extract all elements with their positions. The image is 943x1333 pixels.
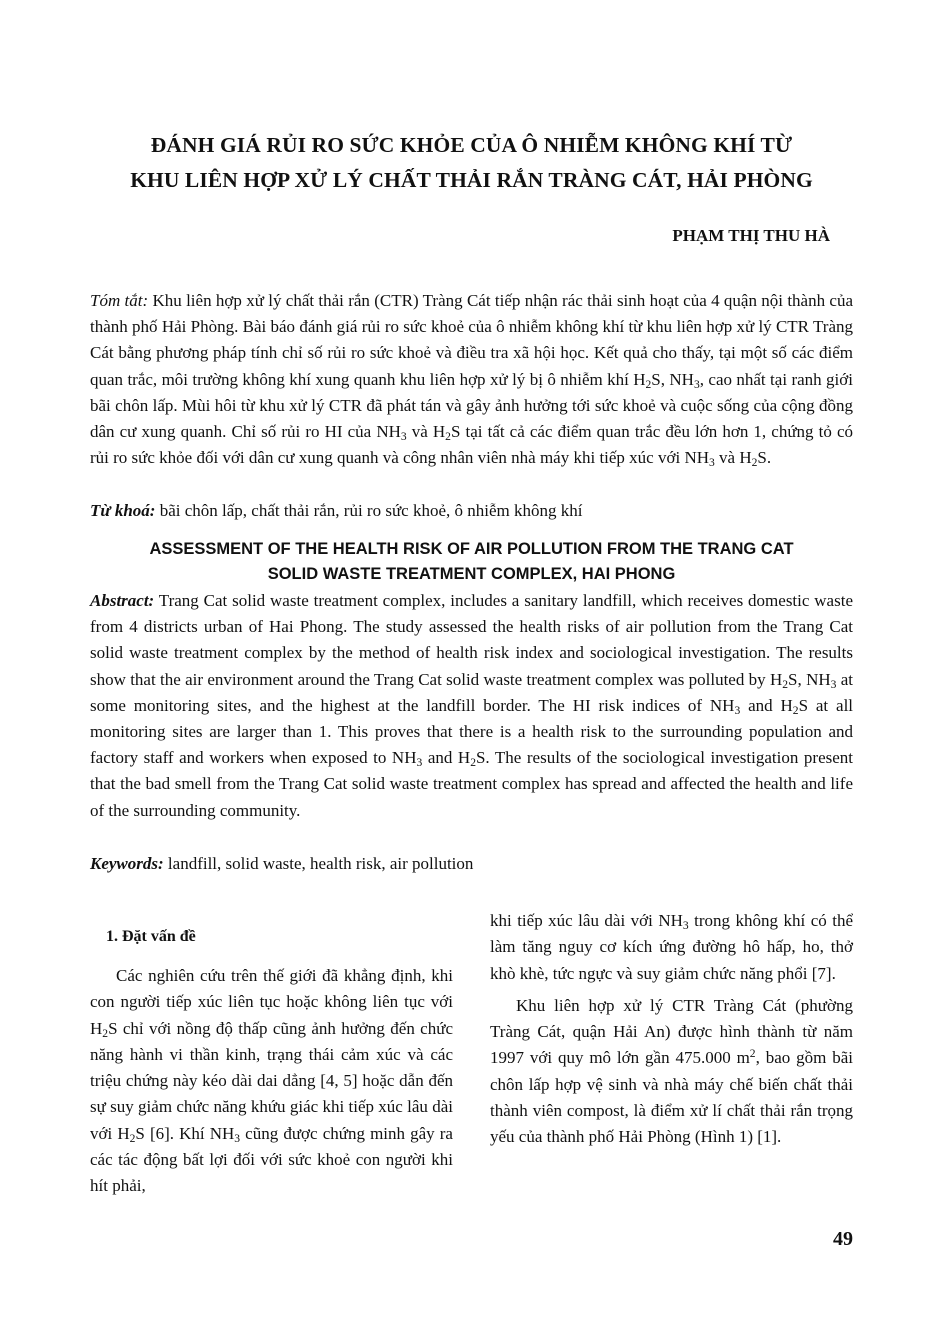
vietnamese-keywords: Từ khoá: bãi chôn lấp, chất thải rắn, rủi ro sức khoẻ, ô nhiễm không khí <box>90 501 583 520</box>
vietnamese-abstract: Tóm tắt: Khu liên hợp xử lý chất thải rắn (CTR) Tràng Cát tiếp nhận rác thải sinh hoạt của 4 quận nội thành của thành phố Hải Phòng. Bài báo đánh giá rủi ro sức khoẻ của ô nhiễm không khí từ khu liên hợp xử lý CTR Tràng Cát bằng phương pháp tính chỉ số rủi ro sức khoẻ và điều tra xã hội học. Kết quả cho thấy, tại một số các điểm quan trắc, môi trường không khí xung quanh khu liên hợp xử lý bị ô nhiễm khí $H_2S$, $NH_3$, cao nhất tại ranh giới bãi chôn lấp. Mùi hôi từ khu xử lý CTR đã phát tán và gây ảnh hưởng tới sức khoẻ và cuộc sống của cộng đồng dân cư xung quanh. Chỉ số rủi ro HI của $NH_3$ và $H_2S$ tại tất cả các điểm quan trắc đều lớn hơn 1, chứng tỏ có rủi ro sức khỏe đối với dân cư xung quanh và công nhân viên nhà máy khi tiếp xúc với $NH_3$ và $H_2S$. <box>90 291 854 470</box>
body-paragraph: Khu liên hợp xử lý CTR Tràng Cát (phường Tràng Cát, quận Hải An) được hình thành từ năm 1997 với quy mô lớn gần 475.000 $m^2$, bao gồm bãi chôn lấp hợp vệ sinh và nhà máy chế biến chất thải thành viên compost, là điểm xử lí chất thải rắn trọng yếu của thành phố Hải Phòng (Hình 1) [1]. <box>490 995 853 1147</box>
paper-title <box>60 128 883 198</box>
english-title <box>60 537 883 587</box>
english-title-line-1: ASSESSMENT OF THE HEALTH RISK OF AIR POLLUTION FROM THE TRANG CAT <box>149 540 794 558</box>
english-title-line-2: SOLID WASTE TREATMENT COMPLEX, HAI PHONG <box>267 565 676 583</box>
body-column-right <box>490 908 853 1151</box>
english-keywords: Keywords: landfill, solid waste, health risk, air pollution <box>90 854 474 873</box>
body-column-left <box>90 924 453 1200</box>
vietnamese-keywords-label: Từ khoá: <box>90 501 156 520</box>
paper-title-line-2: KHU LIÊN HỢP XỬ LÝ CHẤT THẢI RẮN TRÀNG CÁT, HẢI PHÒNG <box>130 168 813 192</box>
english-keywords-label: Keywords: <box>90 854 164 873</box>
page-number: 49 <box>833 1228 853 1250</box>
author-name: PHẠM THỊ THU HÀ <box>672 226 830 245</box>
body-paragraph: Các nghiên cứu trên thế giới đã khẳng định, khi con người tiếp xúc liên tục hoặc không liên tục với $H_2S$ chỉ với nồng độ thấp cũng ảnh hưởng đến chức năng hành vi thần kinh, trạng thái cảm xúc và các triệu chứng này kéo dài dai dẳng [4, 5] hoặc dẫn đến sự suy giảm chức năng khứu giác khi tiếp xúc lâu dài với $H_2S$ [6]. Khí $NH_3$ cũng được chứng minh gây ra các tác động bất lợi đối với sức khoẻ con người khi hít phải, <box>90 966 453 1196</box>
vietnamese-abstract-label: Tóm tắt: <box>90 291 149 310</box>
paper-title-line-1: ĐÁNH GIÁ RỦI RO SỨC KHỎE CỦA Ô NHIỄM KHÔNG KHÍ TỪ <box>150 133 793 157</box>
english-abstract: Abstract: Trang Cat solid waste treatment complex, includes a sanitary landfill, which receives domestic waste from 4 districts urban of Hai Phong. The study assessed the health risks of air pollution from the Trang Cat solid waste treatment complex by the method of health risk index and sociological investigation. The results show that the air environment around the Trang Cat solid waste treatment complex was polluted by $H_2S$, $NH_3$ at some monitoring sites, and the highest at the landfill border. The HI risk indices of $NH_3$ and $H_2S$ at all monitoring sites are larger than 1. This proves that there is a health risk to the surrounding population and factory staff and workers when exposed to $NH_3$ and $H_2S$. The results of the sociological investigation present that the bad smell from the Trang Cat solid waste treatment complex has spread and affected the health and life of the surrounding community. <box>90 591 854 820</box>
body-paragraph: khi tiếp xúc lâu dài với $NH_3$ trong không khí có thể làm tăng nguy cơ kích ứng đường hô hấp, ho, thở khò khè, tức ngực và suy giảm chức năng phổi [7]. <box>490 911 853 983</box>
section-heading: 1. Đặt vấn đề <box>106 928 196 945</box>
english-abstract-label: Abstract: <box>90 591 155 610</box>
